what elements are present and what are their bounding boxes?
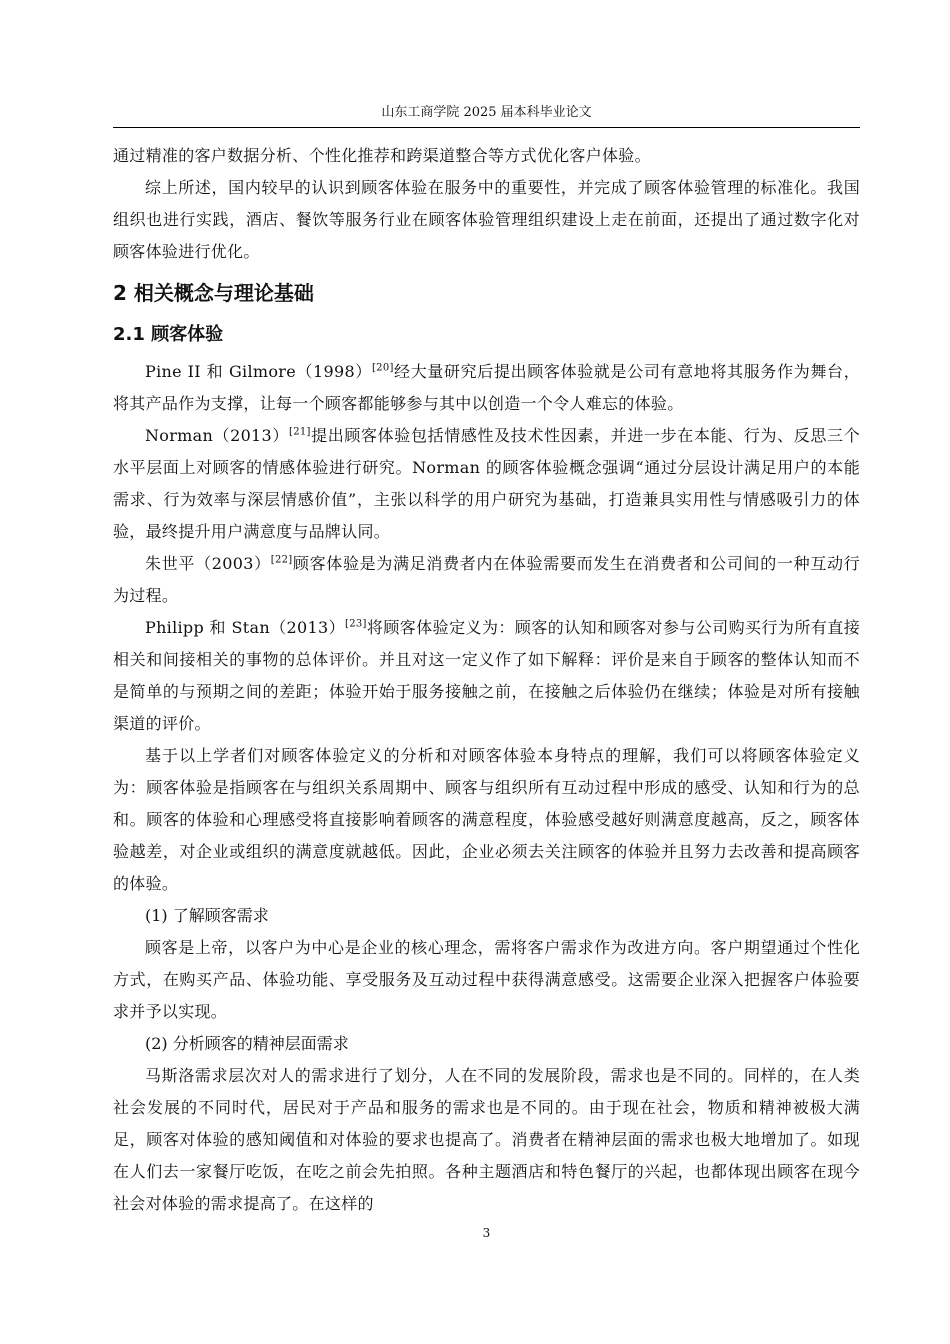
paragraph-item-1: 顾客是上帝，以客户为中心是企业的核心理念，需将客户需求作为改进方向。客户期望通过个性化方式，在购买产品、体验功能、享受服务及互动过程中获得满意感受。这需要企业深入把握客户体验要求并予以实现。 <box>113 938 860 1021</box>
header-rule <box>113 127 860 128</box>
citation-author: Philipp 和 Stan（2013） <box>145 618 346 637</box>
paragraph-summary-domestic: 综上所述，国内较早的认识到顾客体验在服务中的重要性，并完成了顾客体验管理的标准化。我国组织也进行实践，酒店、餐饮等服务行业在顾客体验管理组织建设上走在前面，还提出了通过数字化对顾客体验进行优化。 <box>113 178 860 261</box>
paragraph-norman <box>113 420 860 548</box>
chapter-heading: 2 相关概念与理论基础 <box>113 281 314 305</box>
citation-author: 朱世平（2003） <box>145 554 271 573</box>
page-body <box>113 140 860 1220</box>
citation-ref: [22] <box>270 554 293 566</box>
citation-author: Pine II 和 Gilmore（1998） <box>145 362 372 381</box>
list-item-1-heading: (1) 了解顾客需求 <box>145 906 269 925</box>
paragraph-pine-gilmore <box>113 356 860 420</box>
citation-ref: [21] <box>289 426 311 438</box>
citation-author: Norman（2013） <box>145 426 289 445</box>
paragraph-philipp-stan <box>113 612 860 740</box>
paragraph-zhu <box>113 548 860 612</box>
paragraph-intro-continued: 通过精准的客户数据分析、个性化推荐和跨渠道整合等方式优化客户体验。 <box>113 146 651 165</box>
running-header: 山东工商学院 2025 届本科毕业论文 <box>381 105 592 120</box>
paragraph-text: 将顾客体验定义为：顾客的认知和顾客对参与公司购买行为所有直接相关和间接相关的事物的总体评价。并且对这一定义作了如下解释：评价是来自于顾客的整体认知而不是简单的与预期之间的差距；体验开始于服务接触之前，在接触之后体验仍在继续；体验是对所有接触渠道的评价。 <box>113 618 860 733</box>
citation-ref: [23] <box>345 618 367 630</box>
citation-ref: [20] <box>371 362 394 374</box>
paragraph-text: 提出顾客体验包括情感性及技术性因素，并进一步在本能、行为、反思三个水平层面上对顾客的情感体验进行研究。Norman 的顾客体验概念强调“通过分层设计满足用户的本能需求、行为效率与深层情感价值”，主张以科学的用户研究为基础，打造兼具实用性与情感吸引力的体验，最终提升用户满意度与品牌认同。 <box>113 426 860 541</box>
page-number: 3 <box>482 1226 491 1240</box>
list-item-2-heading: (2) 分析顾客的精神层面需求 <box>145 1034 349 1053</box>
paragraph-item-2: 马斯洛需求层次对人的需求进行了划分，人在不同的发展阶段，需求也是不同的。同样的，在人类社会发展的不同时代，居民对于产品和服务的需求也是不同的。由于现在社会，物质和精神被极大满足，顾客对体验的感知阈值和对体验的要求也提高了。消费者在精神层面的需求也极大地增加了。如现在人们去一家餐厅吃饭，在吃之前会先拍照。各种主题酒店和特色餐厅的兴起，也都体现出顾客在现今社会对体验的需求提高了。在这样的 <box>113 1066 860 1213</box>
paragraph-text: 顾客体验是为满足消费者内在体验需要而发生在消费者和公司间的一种互动行为过程。 <box>113 554 860 605</box>
section-heading: 2.1 顾客体验 <box>113 324 224 345</box>
paragraph-definition-summary: 基于以上学者们对顾客体验定义的分析和对顾客体验本身特点的理解，我们可以将顾客体验定义为：顾客体验是指顾客在与组织关系周期中、顾客与组织所有互动过程中形成的感受、认知和行为的总和。顾客的体验和心理感受将直接影响着顾客的满意程度，体验感受越好则满意度越高，反之，顾客体验越差，对企业或组织的满意度就越低。因此，企业必须去关注顾客的体验并且努力去改善和提高顾客的体验。 <box>113 746 860 893</box>
paragraph-text: 经大量研究后提出顾客体验就是公司有意地将其服务作为舞台，将其产品作为支撑，让每一个顾客都能够参与其中以创造一个令人难忘的体验。 <box>113 362 860 413</box>
